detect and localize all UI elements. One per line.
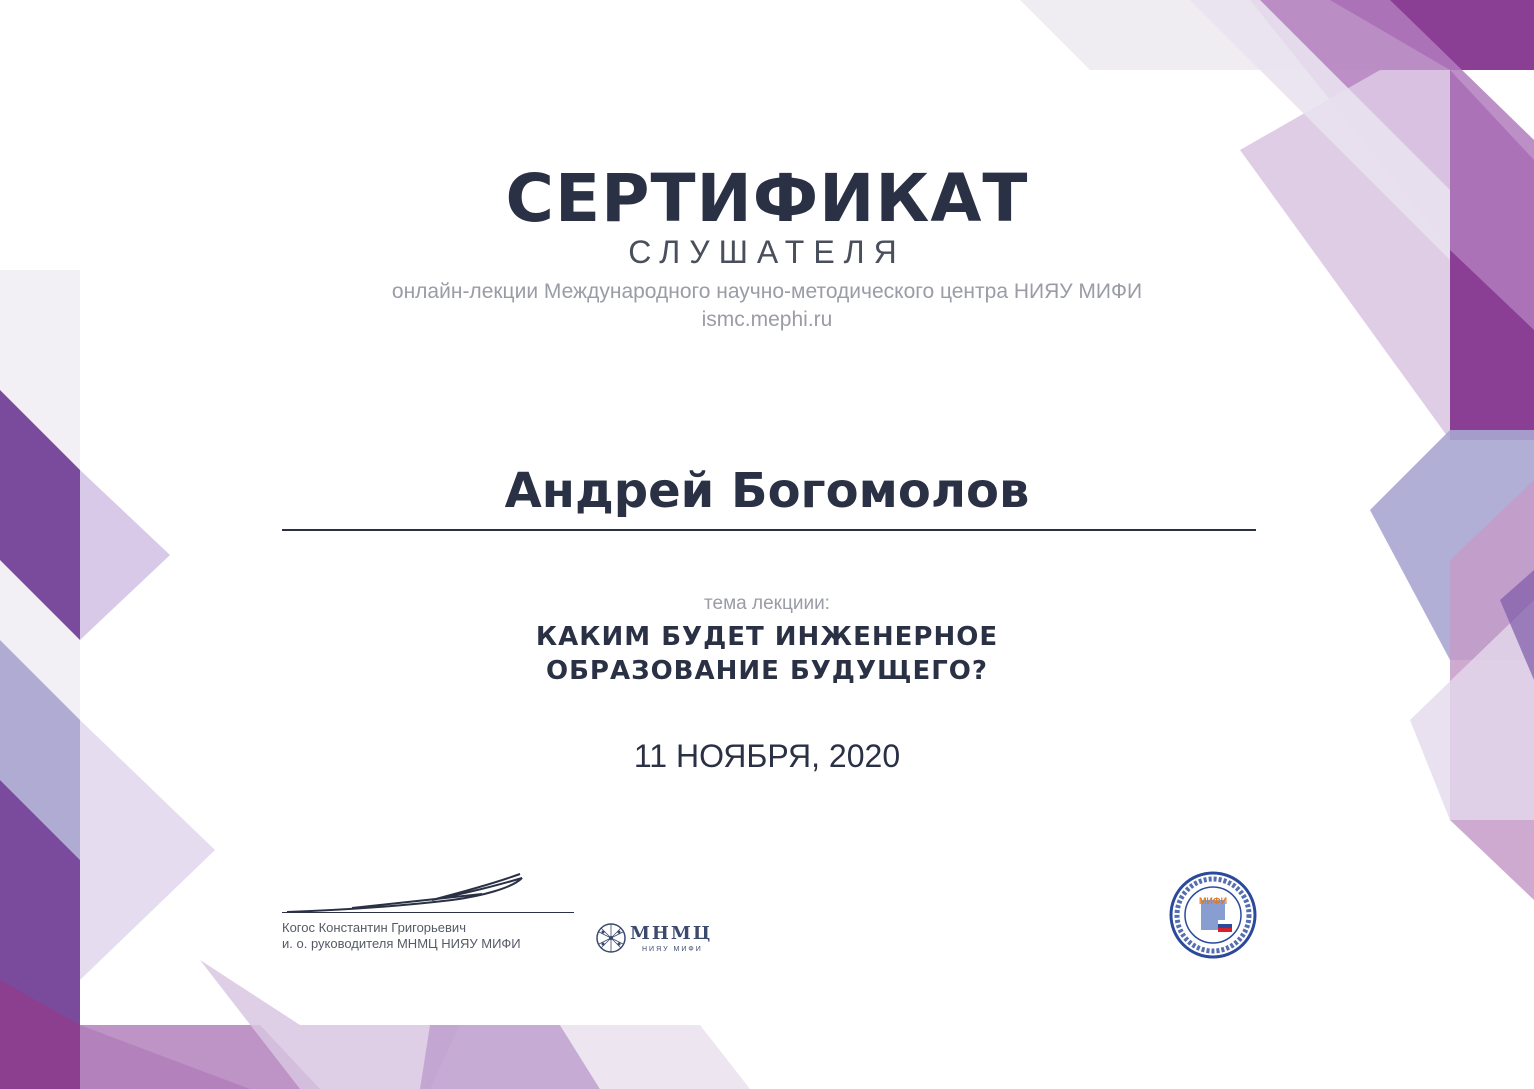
topic-line-2: ОБРАЗОВАНИЕ БУДУЩЕГО? <box>546 656 988 686</box>
certificate-subtitle: СЛУШАТЕЛЯ <box>628 234 906 270</box>
mephi-seal-icon <box>1168 870 1258 960</box>
topic-line-1: КАКИМ БУДЕТ ИНЖЕНЕРНОЕ <box>535 622 999 652</box>
mnmc-logo-subtext: НИЯУ МИФИ <box>642 946 703 953</box>
topic-label: тема лекциии: <box>704 593 830 614</box>
name-underline <box>282 529 1256 531</box>
recipient-name: Андрей Богомолов <box>504 463 1030 519</box>
signatory-role: и. о. руководителя МНМЦ НИЯУ МИФИ <box>282 936 521 951</box>
mnmc-logo-text: МНМЦ <box>630 923 713 944</box>
certificate-title: СЕРТИФИКАТ <box>505 160 1029 237</box>
certificate-description: онлайн-лекции Международного научно-методического центра НИЯУ МИФИ <box>391 280 1143 303</box>
seal-text: МИФИ <box>1198 896 1228 906</box>
topic-title <box>0 620 1534 688</box>
signatory-name: Когос Константин Григорьевич <box>282 920 466 935</box>
website-link[interactable]: ismc.mephi.ru <box>701 308 833 331</box>
lecture-date: 11 НОЯБРЯ, 2020 <box>633 738 901 774</box>
signature-line <box>282 912 574 913</box>
